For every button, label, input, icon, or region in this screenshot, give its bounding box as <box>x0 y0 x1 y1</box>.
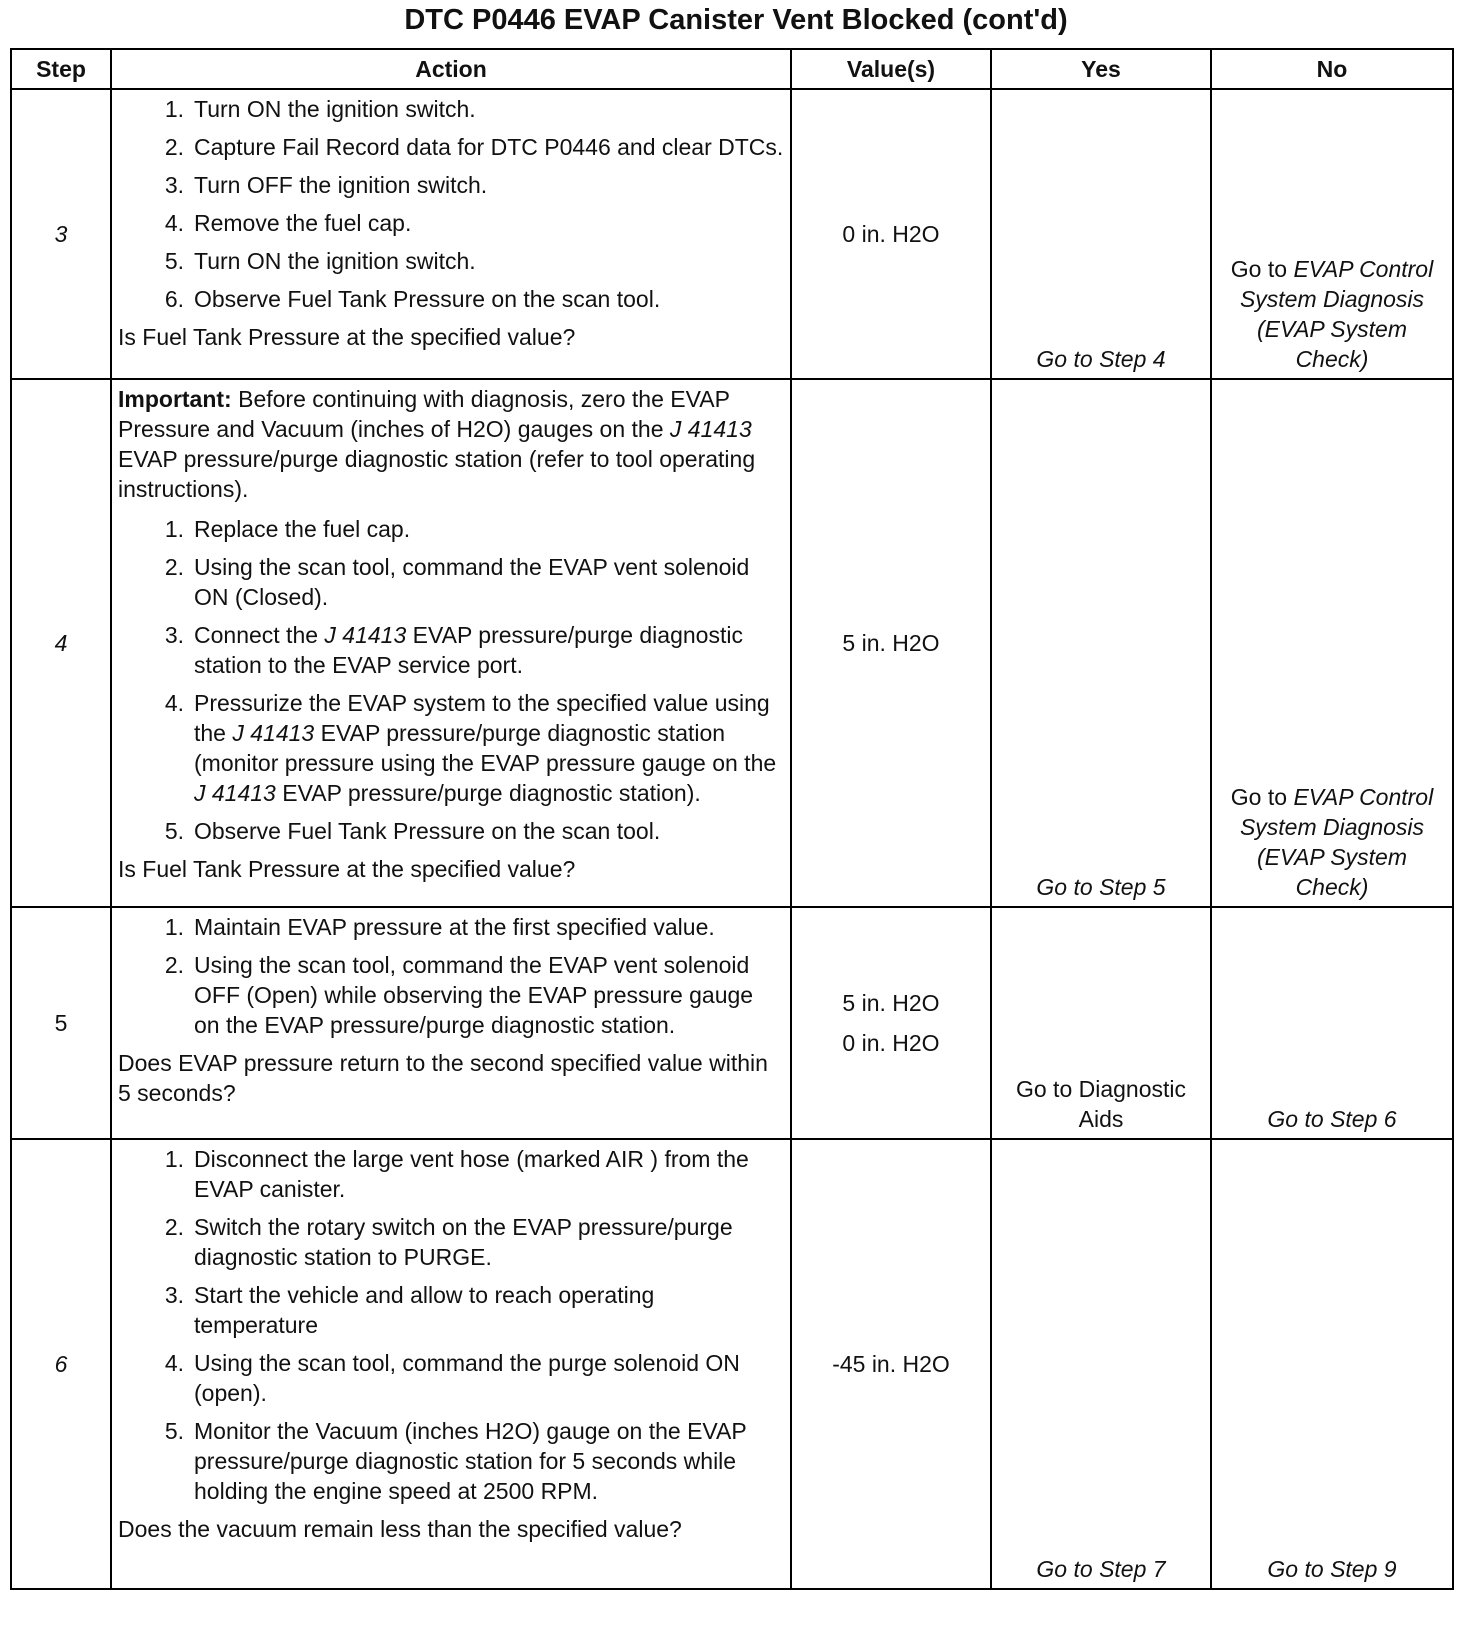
value-cell <box>791 89 991 379</box>
question: Is Fuel Tank Pressure at the specified value? <box>118 324 576 350</box>
list-item: 2. Switch the rotary switch on the EVAP pressure/purge diagnostic station to PURGE. <box>164 1214 733 1270</box>
yes-action: Go to Diagnostic Aids <box>1015 1076 1187 1132</box>
question: Is Fuel Tank Pressure at the specified value? <box>118 856 576 882</box>
question: Does the vacuum remain less than the specified value? <box>118 1516 682 1542</box>
no-action: Go to Step 6 <box>1267 1106 1397 1132</box>
yes-cell <box>991 379 1211 907</box>
value: 0 in. H2O <box>842 1030 940 1056</box>
value-cell <box>791 379 991 907</box>
table-header-row <box>11 49 1453 89</box>
action-list <box>118 912 784 1040</box>
list-item: 5. Observe Fuel Tank Pressure on the scan tool. <box>164 818 661 844</box>
step-number: 6 <box>11 1139 111 1589</box>
header-values: Value(s) <box>791 49 991 89</box>
yes-cell <box>991 89 1211 379</box>
step-number: 4 <box>11 379 111 907</box>
question: Does EVAP pressure return to the second specified value within 5 seconds? <box>118 1050 768 1106</box>
list-item: 5. Monitor the Vacuum (inches H2O) gauge on the EVAP pressure/purge diagnostic station for 5 seconds while holding the engine speed at 2500 RPM. <box>164 1418 747 1504</box>
no-prefix: Go to <box>1230 784 1288 810</box>
value: 5 in. H2O <box>842 630 940 656</box>
no-link: EVAP Control System Diagnosis (EVAP System Check) <box>1239 256 1434 372</box>
no-cell <box>1211 89 1453 379</box>
header-action: Action <box>111 49 791 89</box>
no-link: EVAP Control System Diagnosis (EVAP System Check) <box>1239 784 1434 900</box>
list-item: 4. Remove the fuel cap. <box>164 210 412 236</box>
step-number: 5 <box>11 907 111 1139</box>
action-cell <box>111 379 791 907</box>
list-item: 1. Turn ON the ignition switch. <box>164 96 476 122</box>
step-number: 3 <box>11 89 111 379</box>
action-list <box>118 94 784 314</box>
value: -45 in. H2O <box>832 1351 950 1377</box>
value-cell <box>791 1139 991 1589</box>
action-cell <box>111 1139 791 1589</box>
important-label: Important: <box>118 386 232 412</box>
action-list <box>118 1144 784 1506</box>
no-cell <box>1211 907 1453 1139</box>
value-cell <box>791 907 991 1139</box>
header-no: No <box>1211 49 1453 89</box>
value: 0 in. H2O <box>842 221 940 247</box>
header-yes: Yes <box>991 49 1211 89</box>
page-title: DTC P0446 EVAP Canister Vent Blocked (cont'd) <box>404 4 1068 36</box>
list-item: 5. Turn ON the ignition switch. <box>164 248 476 274</box>
list-item: 2. Capture Fail Record data for DTC P0446 and clear DTCs. <box>164 134 784 160</box>
value: 5 in. H2O <box>842 990 940 1016</box>
list-item: 4. Pressurize the EVAP system to the specified value using the J 41413 EVAP pressure/purge diagnostic station (monitor pressure using the EVAP pressure gauge on the J 41413 EVAP pressure/purge diagnostic station). <box>164 690 777 806</box>
table-row-step-5 <box>11 907 1453 1139</box>
list-item: 6. Observe Fuel Tank Pressure on the scan tool. <box>164 286 661 312</box>
list-item: 2. Using the scan tool, command the EVAP vent solenoid ON (Closed). <box>164 554 750 610</box>
header-step: Step <box>11 49 111 89</box>
yes-cell <box>991 1139 1211 1589</box>
action-list <box>118 514 784 846</box>
yes-action: Go to Step 7 <box>1036 1556 1166 1582</box>
list-item: 1. Disconnect the large vent hose (marked AIR ) from the EVAP canister. <box>164 1146 749 1202</box>
list-item: 3. Start the vehicle and allow to reach operating temperature <box>164 1282 655 1338</box>
action-cell <box>111 89 791 379</box>
yes-action: Go to Step 4 <box>1036 346 1166 372</box>
table-row-step-4 <box>11 379 1453 907</box>
no-cell <box>1211 1139 1453 1589</box>
list-item: 3. Turn OFF the ignition switch. <box>164 172 488 198</box>
list-item: 2. Using the scan tool, command the EVAP vent solenoid OFF (Open) while observing the EVAP pressure gauge on the EVAP pressure/purge diagnostic station. <box>164 952 754 1038</box>
list-item: 4. Using the scan tool, command the purge solenoid ON (open). <box>164 1350 740 1406</box>
diagnostic-table <box>10 48 1454 1590</box>
important-note: Important: Before continuing with diagnosis, zero the EVAP Pressure and Vacuum (inches of H2O) gauges on the J 41413 EVAP pressure/purge diagnostic station (refer to tool operating instructions). <box>118 386 756 502</box>
list-item: 3. Connect the J 41413 EVAP pressure/purge diagnostic station to the EVAP service port. <box>164 622 743 678</box>
yes-action: Go to Step 5 <box>1036 874 1166 900</box>
table-row-step-3 <box>11 89 1453 379</box>
table-row-step-6 <box>11 1139 1453 1589</box>
action-cell <box>111 907 791 1139</box>
no-prefix: Go to <box>1230 256 1288 282</box>
list-item: 1. Replace the fuel cap. <box>164 516 411 542</box>
yes-cell <box>991 907 1211 1139</box>
no-cell <box>1211 379 1453 907</box>
list-item: 1. Maintain EVAP pressure at the first specified value. <box>164 914 715 940</box>
no-action: Go to Step 9 <box>1267 1556 1397 1582</box>
